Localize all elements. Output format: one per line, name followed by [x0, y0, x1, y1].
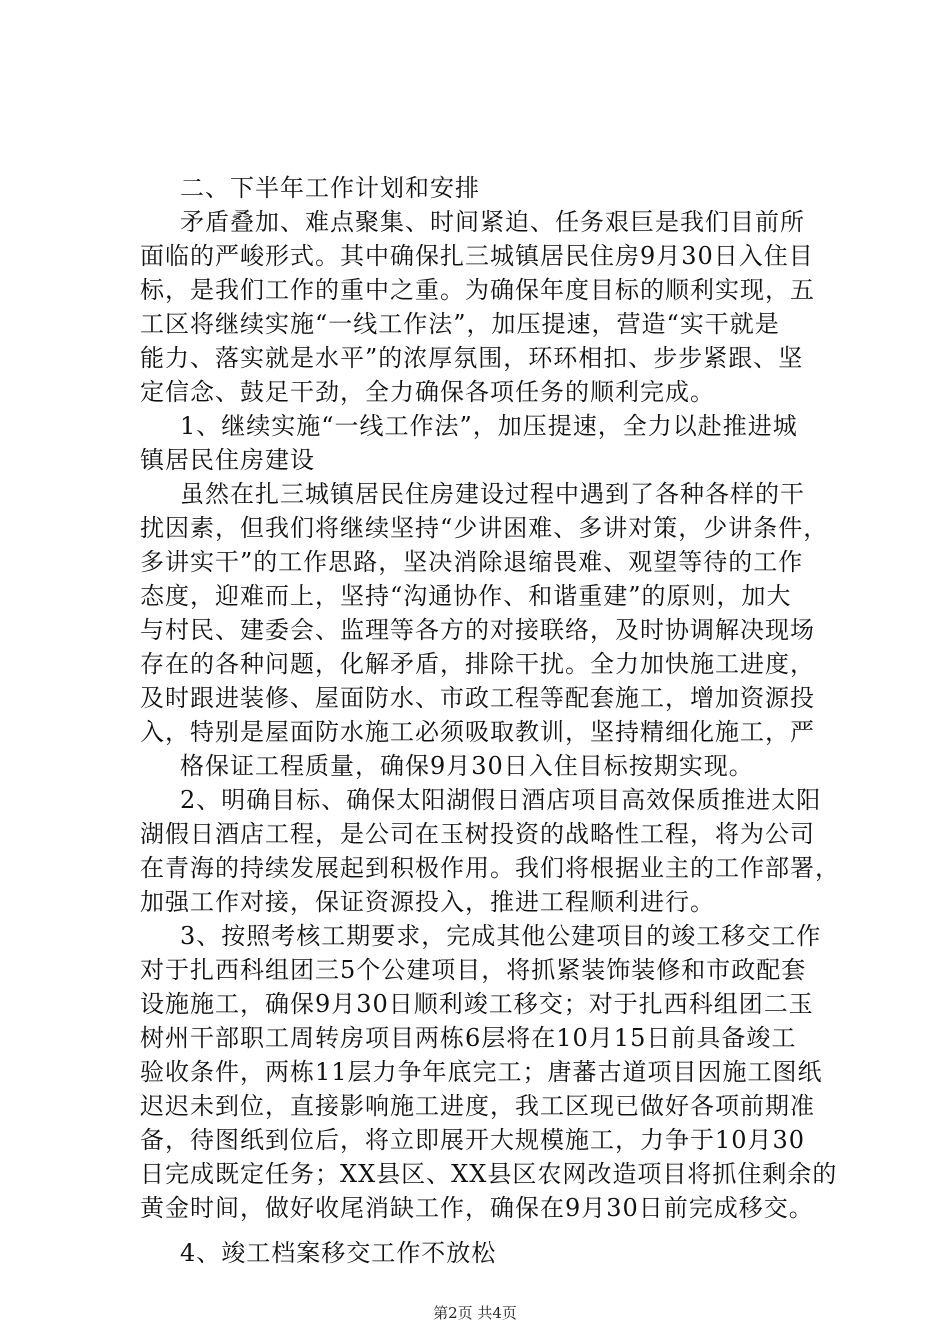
paragraph-line: 树州干部职工周转房项目两栋6层将在10月15日前具备竣工	[140, 1024, 797, 1052]
paragraph-line: 设施施工，确保9月30日顺利竣工移交；对于扎西科组团二玉	[140, 990, 814, 1018]
subheading-line: 镇居民住房建设	[140, 446, 315, 474]
subheading-line: 2、明确目标、确保太阳湖假日酒店项目高效保质推进太阳	[180, 786, 822, 814]
paragraph-line: 态度，迎难而上，坚持“沟通协作、和谐重建”的原则，加大	[140, 582, 792, 610]
paragraph-line: 虽然在扎三城镇居民住房建设过程中遇到了各种各样的干	[180, 480, 805, 508]
paragraph-line: 对于扎西科组团三5个公建项目，将抓紧装饰装修和市政配套	[140, 956, 807, 984]
page-footer: 第2页 共4页	[433, 1304, 517, 1322]
paragraph-line: 多讲实干”的工作思路，坚决消除退缩畏难、观望等待的工作	[140, 548, 804, 576]
paragraph-line: 工区将继续实施“一线工作法”，加压提速，营造“实干就是	[140, 310, 780, 338]
paragraph-line: 加强工作对接，保证资源投入，推进工程顺利进行。	[140, 888, 715, 916]
subheading-line: 3、按照考核工期要求，完成其他公建项目的竣工移交工作	[180, 922, 822, 950]
paragraph-line: 与村民、建委会、监理等各方的对接联络，及时协调解决现场	[140, 616, 815, 644]
subheading-line: 1、继续实施“一线工作法”，加压提速，全力以赴推进城	[180, 412, 798, 440]
paragraph-line: 验收条件，两栋11层力争年底完工；唐蕃古道项目因施工图纸	[140, 1058, 823, 1086]
paragraph-line: 备，待图纸到位后，将立即展开大规模施工，力争于10月30	[140, 1126, 806, 1154]
paragraph-line: 入，特别是屋面防水施工必须吸取教训，坚持精细化施工，严	[140, 718, 815, 746]
paragraph-line: 在青海的持续发展起到积极作用。我们将根据业主的工作部署，	[140, 854, 840, 882]
section-heading: 二、下半年工作计划和安排	[180, 174, 480, 202]
paragraph-line: 及时跟进装修、屋面防水、市政工程等配套施工，增加资源投	[140, 684, 815, 712]
paragraph-line: 面临的严峻形式。其中确保扎三城镇居民住房9月30日入住目	[140, 242, 814, 270]
paragraph-line: 存在的各种问题，化解矛盾，排除干扰。全力加快施工进度，	[140, 650, 815, 678]
paragraph-line: 能力、落实就是水平”的浓厚氛围，环环相扣、步步紧跟、坚	[140, 344, 804, 372]
paragraph-line: 迟迟未到位，直接影响施工进度，我工区现已做好各项前期准	[140, 1092, 815, 1120]
paragraph-line: 标，是我们工作的重中之重。为确保年度目标的顺利实现，五	[140, 276, 815, 304]
subheading-line: 4、竣工档案移交工作不放松	[180, 1239, 497, 1267]
paragraph-line: 扰因素，但我们将继续坚持“少讲困难、多讲对策，少讲条件，	[140, 514, 829, 542]
paragraph-line: 格保证工程质量，确保9月30日入住目标按期实现。	[180, 752, 754, 780]
paragraph-line: 湖假日酒店工程，是公司在玉树投资的战略性工程，将为公司	[140, 820, 815, 848]
paragraph-line: 矛盾叠加、难点聚集、时间紧迫、任务艰巨是我们目前所	[180, 208, 805, 236]
paragraph-line: 定信念、鼓足干劲，全力确保各项任务的顺利完成。	[140, 378, 715, 406]
paragraph-line: 日完成既定任务；XX县区、XX县区农网改造项目将抓住剩余的	[140, 1160, 838, 1188]
paragraph-line: 黄金时间，做好收尾消缺工作，确保在9月30日前完成移交。	[140, 1194, 814, 1222]
